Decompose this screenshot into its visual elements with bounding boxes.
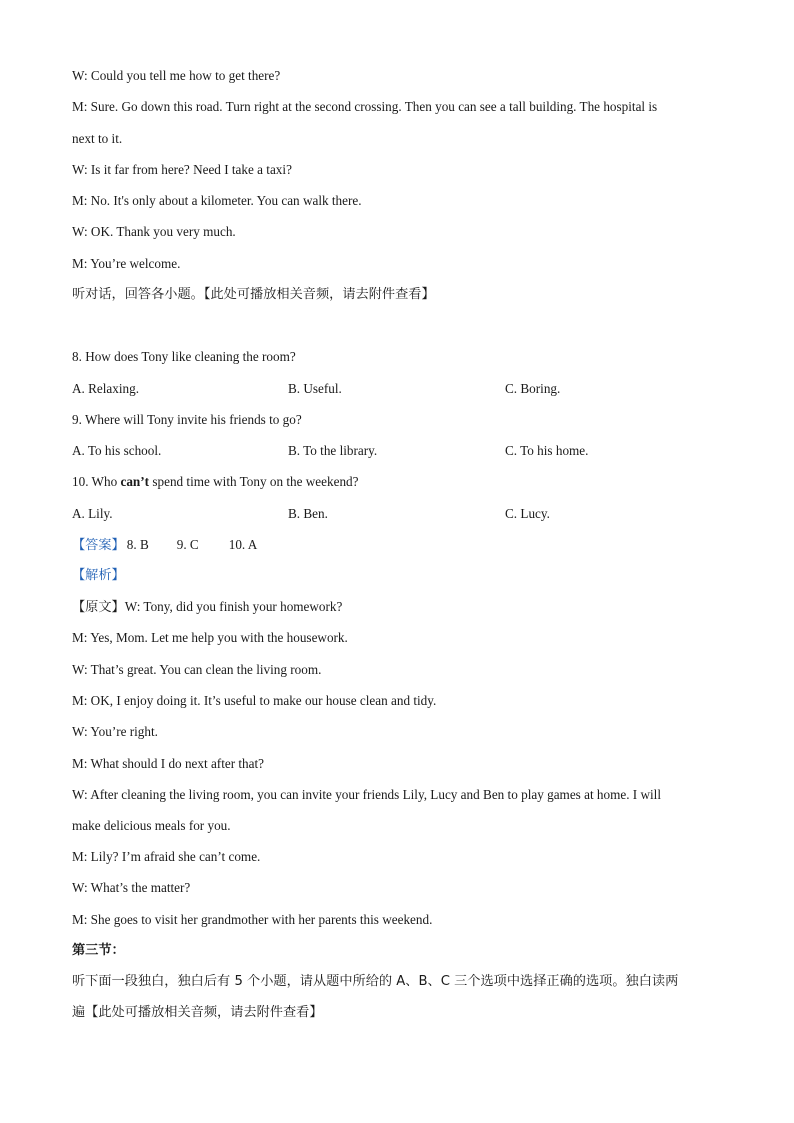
question-number: 9.	[72, 412, 82, 427]
question-text: Where will Tony invite his friends to go?	[84, 412, 302, 427]
answer-item: 8. B	[126, 537, 149, 552]
dialogue-line: M: No. It's only about a kilometer. You can walk there.	[72, 193, 362, 208]
option-c: C. To his home.	[505, 443, 589, 458]
option-a: A. Lily.	[72, 506, 113, 521]
question-text-after: spend time with Tony on the weekend?	[152, 474, 359, 489]
dialogue-line: M: You’re welcome.	[72, 256, 181, 271]
dialogue-line: M: Yes, Mom. Let me help you with the housework.	[72, 630, 348, 645]
answer-item: 9. C	[176, 537, 199, 552]
section-instruction: 听下面一段独白，独白后有 5 个小题，请从题中所给的 A、B、C 三个选项中选择正确的选项。独白读两	[72, 974, 679, 989]
section-instruction: 遍【此处可播放相关音频，请去附件查看】	[72, 1005, 323, 1020]
question-10	[72, 473, 358, 491]
dialogue-line: W: What’s the matter?	[72, 880, 191, 895]
answer-item: 10. A	[228, 537, 258, 552]
option-b: B. To the library.	[288, 443, 378, 458]
question-text-emphasis: can’t	[120, 474, 150, 489]
dialogue-line: W: After cleaning the living room, you can invite your friends Lily, Lucy and Ben to play games at home. I will	[72, 787, 662, 802]
dialogue-line: M: OK, I enjoy doing it. It’s useful to make our house clean and tidy.	[72, 693, 437, 708]
dialogue-text: W: Tony, did you finish your homework?	[124, 599, 343, 614]
question-8	[72, 348, 296, 366]
listening-instruction: 听对话，回答各小题。【此处可播放相关音频，请去附件查看】	[72, 287, 435, 302]
question-number: 10.	[72, 474, 89, 489]
question-text-before: Who	[91, 474, 118, 489]
dialogue-line: M: Sure. Go down this road. Turn right at the second crossing. Then you can see a tall building. The hospital is	[72, 99, 658, 114]
option-a: A. To his school.	[72, 443, 162, 458]
question-text: How does Tony like cleaning the room?	[85, 349, 296, 364]
option-c: C. Lucy.	[505, 506, 550, 521]
dialogue-line: M: She goes to visit her grandmother with her parents this weekend.	[72, 912, 433, 927]
dialogue-line: W: That’s great. You can clean the living room.	[72, 662, 322, 677]
answer-line	[72, 536, 257, 555]
dialogue-line: M: Lily? I’m afraid she can’t come.	[72, 849, 261, 864]
option-c: C. Boring.	[505, 381, 561, 396]
question-9	[72, 411, 302, 429]
option-b: B. Ben.	[288, 506, 328, 521]
analysis-label: 【解析】	[72, 568, 125, 583]
dialogue-line: W: Is it far from here? Need I take a taxi?	[72, 162, 292, 177]
question-number: 8.	[72, 349, 82, 364]
section-title: 第三节：	[72, 943, 125, 958]
dialogue-line: W: Could you tell me how to get there?	[72, 68, 281, 83]
dialogue-line: W: OK. Thank you very much.	[72, 224, 236, 239]
answer-label: 【答案】	[72, 538, 125, 553]
dialogue-line: next to it.	[72, 131, 123, 146]
dialogue-line: make delicious meals for you.	[72, 818, 231, 833]
original-label: 【原文】	[72, 600, 125, 615]
option-b: B. Useful.	[288, 381, 342, 396]
dialogue-line	[72, 598, 342, 617]
option-a: A. Relaxing.	[72, 381, 140, 396]
dialogue-line: M: What should I do next after that?	[72, 756, 265, 771]
dialogue-line: W: You’re right.	[72, 724, 158, 739]
